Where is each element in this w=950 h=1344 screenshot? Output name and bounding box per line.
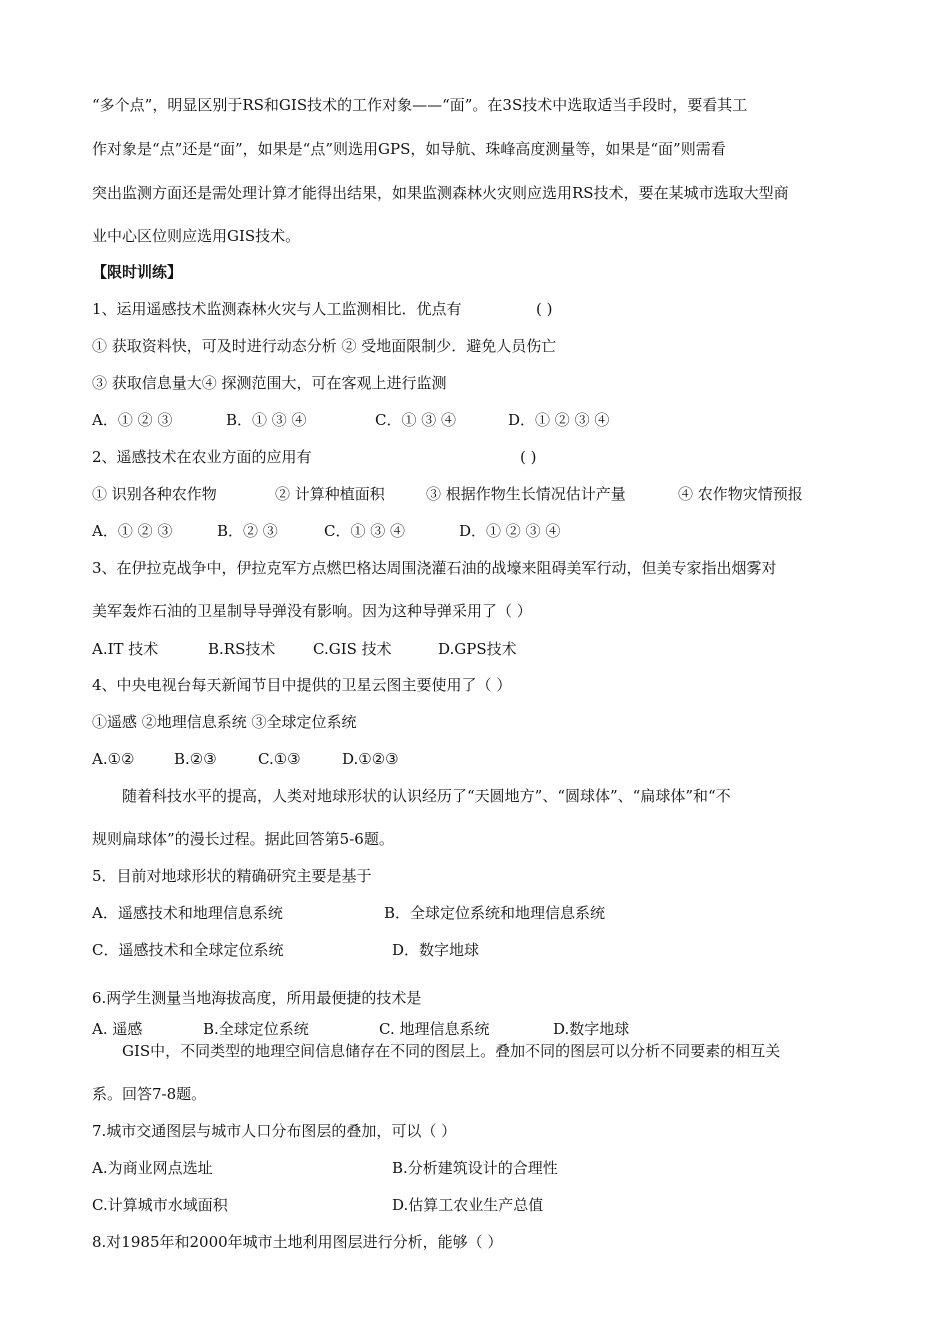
q7-option-c: C.计算城市水域面积 [92,1196,228,1214]
q5-option-b: B．全球定位系统和地理信息系统 [384,904,606,922]
q2-item-3: ③ 根据作物生长情况估计产量 [426,485,626,503]
q2-option-d: D．① ② ③ ④ [459,522,561,540]
q2-option-b: B．② ③ [217,522,278,540]
section-title: 【限时训练】 [92,263,183,281]
q2-stem: 2、遥感技术在农业方面的应用有 [92,448,312,466]
q2-item-1: ① 识别各种农作物 [92,485,217,503]
q4-stem: 4、中央电视台每天新闻节目中提供的卫星云图主要使用了（ ） [92,676,512,694]
q1-answer-bracket: ( ) [536,300,553,318]
q3-option-a: A.IT 技术 [92,640,159,658]
q7-option-a: A.为商业网点选址 [92,1159,213,1177]
q6-stem: 6.两学生测量当地海拔高度，所用最便捷的技术是 [92,989,422,1007]
intro-line-1: “多个点”，明显区别于RS和GIS技术的工作对象——“面”。在3S技术中选取适当手段时，要看其工 [92,96,748,114]
q5-option-a: A．遥感技术和地理信息系统 [92,904,283,922]
q6-option-b: B.全球定位系统 [203,1020,309,1038]
intro-line-2: 作对象是“点”还是“面”，如果是“点”则选用GPS，如导航、珠峰高度测量等，如果是“面”则需看 [92,140,726,158]
intro-line-3: 突出监测方面还是需处理计算才能得出结果，如果监测森林火灾则应选用RS技术，要在某城市选取大型商 [92,184,789,202]
q1-option-d: D．① ② ③ ④ [508,411,610,429]
q7-stem: 7.城市交通图层与城市人口分布图层的叠加，可以（ ） [92,1122,457,1140]
passage1-line-2: 规则扁球体”的漫长过程。据此回答第5-6题。 [92,830,394,848]
q4-option-d: D.①②③ [342,750,399,768]
q2-item-2: ② 计算种植面积 [275,485,385,503]
q4-option-c: C.①③ [258,750,301,768]
q5-option-c: C．遥感技术和全球定位系统 [92,941,284,959]
q4-items: ①遥感 ②地理信息系统 ③全球定位系统 [92,713,357,731]
passage1-line-1: 随着科技水平的提高，人类对地球形状的认识经历了“天圆地方”、“圆球体”、“扁球体”和“不 [122,787,731,805]
q1-items-1: ① 获取资料快，可及时进行动态分析 ② 受地面限制少．避免人员伤亡 [92,337,557,355]
q5-stem: 5．目前对地球形状的精确研究主要是基于 [92,867,372,885]
q3-stem-2: 美军轰炸石油的卫星制导导弹没有影响。因为这种导弹采用了（ ） [92,602,532,620]
q2-answer-bracket: ( ) [520,448,537,466]
q6-option-d: D.数字地球 [553,1020,630,1038]
q7-option-b: B.分析建筑设计的合理性 [392,1159,558,1177]
q3-option-c: C.GIS 技术 [313,640,392,658]
q3-option-d: D.GPS技术 [438,640,517,658]
q4-option-a: A.①② [92,750,135,768]
q1-option-a: A．① ② ③ [92,411,173,429]
q2-option-a: A．① ② ③ [92,522,173,540]
q1-items-2: ③ 获取信息量大④ 探测范围大，可在客观上进行监测 [92,374,447,392]
q1-option-c: C．① ③ ④ [375,411,457,429]
q2-item-4: ④ 农作物灾情预报 [678,485,803,503]
q4-option-b: B.②③ [174,750,217,768]
q1-stem: 1、运用遥感技术监测森林火灾与人工监测相比．优点有 [92,300,462,318]
q6-option-c: C. 地理信息系统 [379,1020,490,1038]
q7-option-d: D.估算工农业生产总值 [392,1196,544,1214]
q2-option-c: C．① ③ ④ [324,522,406,540]
q6-option-a: A. 遥感 [92,1020,143,1038]
q3-option-b: B.RS技术 [208,640,276,658]
q8-stem: 8.对1985年和2000年城市土地利用图层进行分析，能够（ ） [92,1233,503,1251]
passage2-line-1: GIS中，不同类型的地理空间信息储存在不同的图层上。叠加不同的图层可以分析不同要素的相互关 [122,1042,781,1060]
q1-option-b: B．① ③ ④ [226,411,307,429]
q5-option-d: D．数字地球 [392,941,480,959]
passage2-line-2: 系。回答7-8题。 [92,1085,207,1103]
intro-line-4: 业中心区位则应选用GIS技术。 [92,227,301,245]
q3-stem-1: 3、在伊拉克战争中，伊拉克军方点燃巴格达周围浇灌石油的战壕来阻碍美军行动，但美专家指出烟雾对 [92,559,777,577]
